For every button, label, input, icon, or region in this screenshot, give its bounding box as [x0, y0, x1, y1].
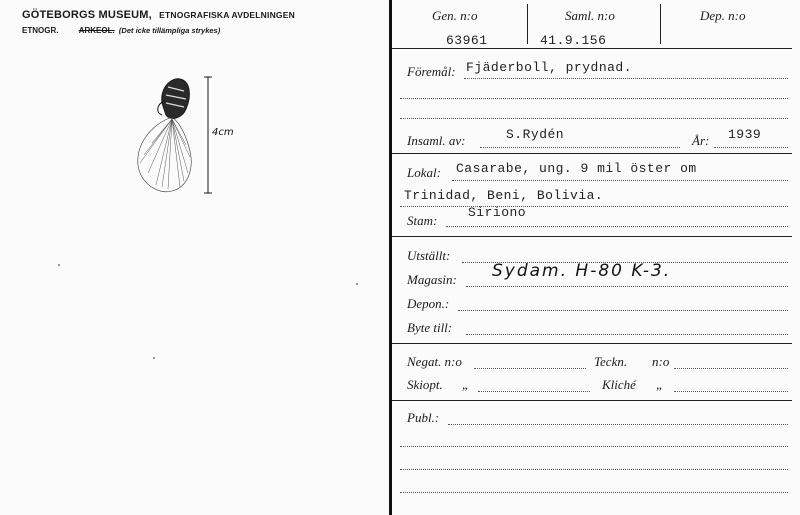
measure-label: 4cm: [212, 127, 234, 138]
speck: [58, 264, 60, 266]
speck: [356, 283, 358, 285]
depon-label: Depon.:: [407, 296, 450, 311]
teckn-no-label: n:o: [652, 354, 670, 369]
lokal-value-1: Casarabe, ung. 9 mil öster om: [456, 161, 697, 176]
dotted-line: [466, 286, 788, 287]
dotted-line: [714, 147, 788, 148]
ar-value: 1939: [728, 127, 762, 142]
magasin-value: Sydam. H-80 K-3.: [492, 261, 672, 281]
dotted-line: [400, 118, 788, 119]
lokal-value-2: Trinidad, Beni, Bolivia.: [404, 188, 604, 203]
arkeol-note: (Det icke tillämpliga strykes): [118, 26, 221, 35]
museum-header: [22, 9, 295, 21]
dotted-line: [446, 226, 788, 227]
dotted-line: [464, 78, 788, 79]
foremal-label: Föremål:: [407, 64, 456, 79]
dotted-line: [400, 98, 788, 99]
publ-label: Publ.:: [407, 410, 440, 425]
header-separator: [527, 4, 528, 44]
dotted-line: [480, 147, 680, 148]
saml-no-label: Saml. n:o: [565, 8, 615, 23]
dotted-line: [466, 334, 788, 335]
dotted-line: [400, 446, 788, 447]
teckn-label: Teckn.: [594, 354, 628, 369]
speck: [153, 357, 155, 359]
stam-label: Stam:: [407, 213, 438, 228]
arkeol-label: ARKEOL.: [78, 26, 115, 35]
dotted-line: [400, 492, 788, 493]
dotted-line: [674, 368, 788, 369]
insaml-value: S.Rydén: [506, 127, 565, 142]
department-name: ETNOGRAFISKA AVDELNINGEN: [159, 10, 295, 20]
dep-no-label: Dep. n:o: [700, 8, 746, 23]
card-divider: [389, 0, 392, 515]
section-line: [22, 26, 220, 35]
header-rule: [392, 48, 792, 49]
dotted-line: [452, 180, 788, 181]
dotted-line: [448, 424, 788, 425]
dotted-line: [400, 206, 788, 207]
utstallt-label: Utställt:: [407, 248, 451, 263]
etnogr-label: ETNOGR.: [22, 26, 59, 35]
dotted-line: [474, 368, 586, 369]
feather-ball-sketch: [110, 65, 250, 205]
header-separator: [660, 4, 661, 44]
stam-value: Siriono: [468, 205, 527, 220]
kliche-label: Kliché: [602, 377, 636, 392]
lokal-label: Lokal:: [407, 165, 441, 180]
foremal-value: Fjäderboll, prydnad.: [466, 60, 633, 75]
dotted-line: [674, 391, 788, 392]
skiopt-ditto: „: [462, 377, 470, 392]
insaml-label: Insaml. av:: [407, 133, 466, 148]
kliche-ditto: „: [656, 377, 664, 392]
section-rule: [392, 343, 792, 344]
dotted-line: [458, 310, 788, 311]
gen-no-label: Gen. n:o: [432, 8, 478, 23]
section-rule: [392, 400, 792, 401]
dotted-line: [478, 391, 590, 392]
dotted-line: [400, 469, 788, 470]
section-rule: [392, 236, 792, 237]
negat-label: Negat. n:o: [407, 354, 462, 369]
byte-till-label: Byte till:: [407, 320, 453, 335]
ar-label: År:: [692, 133, 710, 148]
gen-no-value: 63961: [446, 33, 488, 48]
magasin-label: Magasin:: [407, 272, 457, 287]
museum-name: GÖTEBORGS MUSEUM,: [22, 9, 152, 21]
section-rule: [392, 153, 792, 154]
saml-no-value: 41.9.156: [540, 33, 607, 48]
skiopt-label: Skiopt.: [407, 377, 443, 392]
